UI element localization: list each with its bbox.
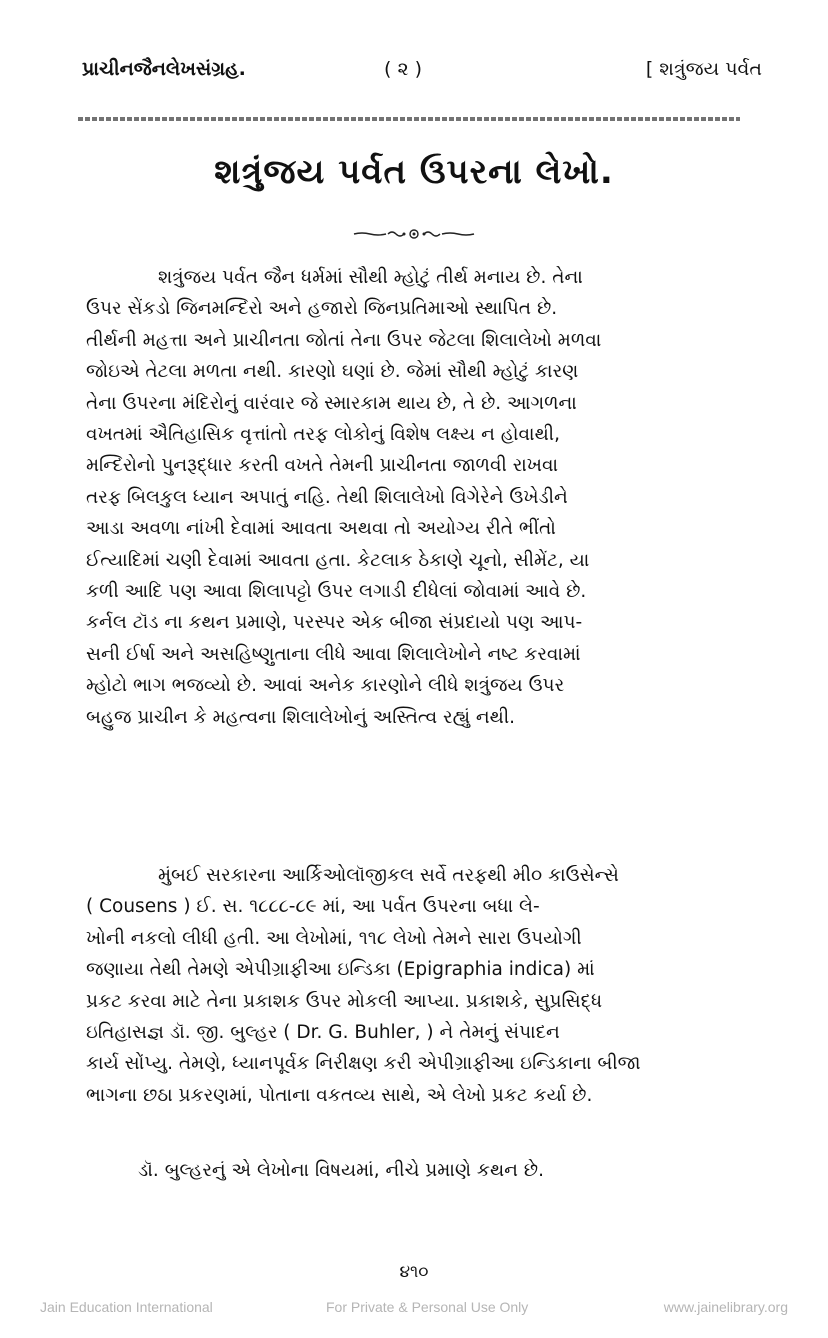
text-line: તીર્થની મહત્તા અને પ્રાચીનતા જોતાં તેના ઉપર જેટલા શિલાલેખો મળવા [86, 329, 602, 351]
text-line: શત્રુંજય પર્વત જૈન ધર્મમાં સૌથી મ્હોટું તીર્થ મનાય છે. તેના [158, 267, 583, 288]
text-line: મ્હોટો ભાગ ભજવ્યો છે. આવાં અનેક કારણોને લીધે શત્રુંજય ઉપર [86, 675, 565, 697]
paragraph-1 [86, 262, 738, 733]
running-head [82, 58, 762, 98]
text-line: ( Cousens ) ઈ. સ. ૧૮૮૮-૮૯ માં, આ પર્વત ઉપરના બધા લે- [86, 896, 540, 918]
ornament-divider-icon [352, 229, 476, 239]
text-line: પ્રકટ કરવા માટે તેના પ્રકાશક ઉપર મોકલી આપ્યા. પ્રકાશકે, સુપ્રસિદ્ધ [86, 990, 603, 1012]
text-line: ઉપર સેંકડો જિનમન્દિરો અને હજારો જિનપ્રતિમાઓ સ્થાપિત છે. [86, 298, 558, 320]
footer-usage-note: For Private & Personal Use Only [326, 1299, 529, 1315]
paragraph-3 [86, 1155, 738, 1186]
book-title: પ્રાચીનજૈનલેખસંગ્રહ. [82, 58, 246, 80]
paragraph-2 [86, 860, 738, 1111]
footer [0, 1299, 828, 1319]
text-line: ડૉ. બુલ્હરનું એ લેખોના વિષયમાં, નીચે પ્રમાણે કથન છે. [138, 1160, 544, 1181]
text-line: આડા અવળા નાંખી દેવામાં આવતા અથવા તો અયોગ્ય રીતે ભીંતો [86, 518, 556, 540]
section-title: [ શત્રુંજય પર્વત [645, 58, 762, 80]
text-line: કળી આદિ પણ આવા શિલાપટ્ટો ઉપર લગાડી દીધેલાં જોવામાં આવે છે. [86, 581, 587, 603]
text-line: કર્નલ ટૉડ ના કથન પ્રમાણે, પરસ્પર એક બીજા સંપ્રદાયો પણ આપ- [86, 612, 583, 634]
text-line: ભાગના છઠા પ્રકરણમાં, પોતાના વકતવ્ય સાથે, એ લેખો પ્રકટ કર્યા છે. [86, 1084, 593, 1106]
section-number: ( ૨ ) [384, 58, 423, 80]
text-line: સની ઈર્ષા અને અસહિષ્ણુતાના લીધે આવા શિલાલેખોને નષ્ટ કરવામાં [86, 643, 581, 665]
text-line: ઈત્યાદિમાં ચણી દેવામાં આવતા હતા. કેટલાક ઠેકાણે ચૂનો, સીમેંટ, યા [86, 549, 590, 571]
text-line: મન્દિરોનો પુનરૂદ્ધાર કરતી વખતે તેમની પ્રાચીનતા જાળવી રાખવા [86, 455, 559, 477]
text-line: વખતમાં ઐતિહાસિક વૃત્તાંતો તરફ લોકોનું વિશેષ લક્ષ્ય ન હોવાથી, [86, 424, 560, 446]
page-title: શત્રુંજય પર્વત ઉપરના લેખો. [214, 152, 614, 192]
text-line: તરફ બિલકુલ ધ્યાન અપાતું નહિ. તેથી શિલાલેખો વિગેરેને ઉખેડીને [86, 486, 568, 508]
text-line: બહુજ પ્રાચીન કે મહત્વના શિલાલેખોનું અસ્તિત્વ રહ્યું નથી. [86, 706, 515, 728]
text-line: કાર્ય સોંપ્યુ. તેમણે, ધ્યાનપૂર્વક નિરીક્ષણ કરી એપીગ્રાફીઆ ઇન્ડિકાના બીજા [86, 1053, 641, 1075]
text-line: જોઇએ તેટલા મળતા નથી. કારણો ઘણાં છે. જેમાં સૌથી મ્હોટું કારણ [86, 361, 579, 383]
text-line: ખોની નકલો લીધી હતી. આ લેખોમાં, ૧૧૮ લેખો તેમને સારા ઉપયોગી [86, 927, 582, 949]
page-number: ૪૧૦ [399, 1262, 429, 1282]
header-divider [78, 117, 740, 121]
footer-website-link[interactable]: www.jainelibrary.org [663, 1299, 788, 1315]
text-line: મુંબઈ સરકારના આર્કિઓલૉજીકલ સર્વે તરફથી મી૦ કાઉસેન્સે [158, 865, 619, 886]
footer-publisher: Jain Education International [40, 1299, 213, 1315]
text-line: ઇતિહાસજ્ઞ ડૉ. જી. બુલ્હર ( Dr. G. Buhler, ) ને તેમનું સંપાદન [86, 1022, 560, 1044]
text-line: તેના ઉપરના મંદિરોનું વારંવાર જે સ્મારકામ થાય છે, તે છે. આગળના [86, 392, 577, 414]
text-line: જણાયા તેથી તેમણે એપીગ્રાફીઆ ઇન્ડિકા (Epigraphia indica) માં [86, 959, 595, 981]
